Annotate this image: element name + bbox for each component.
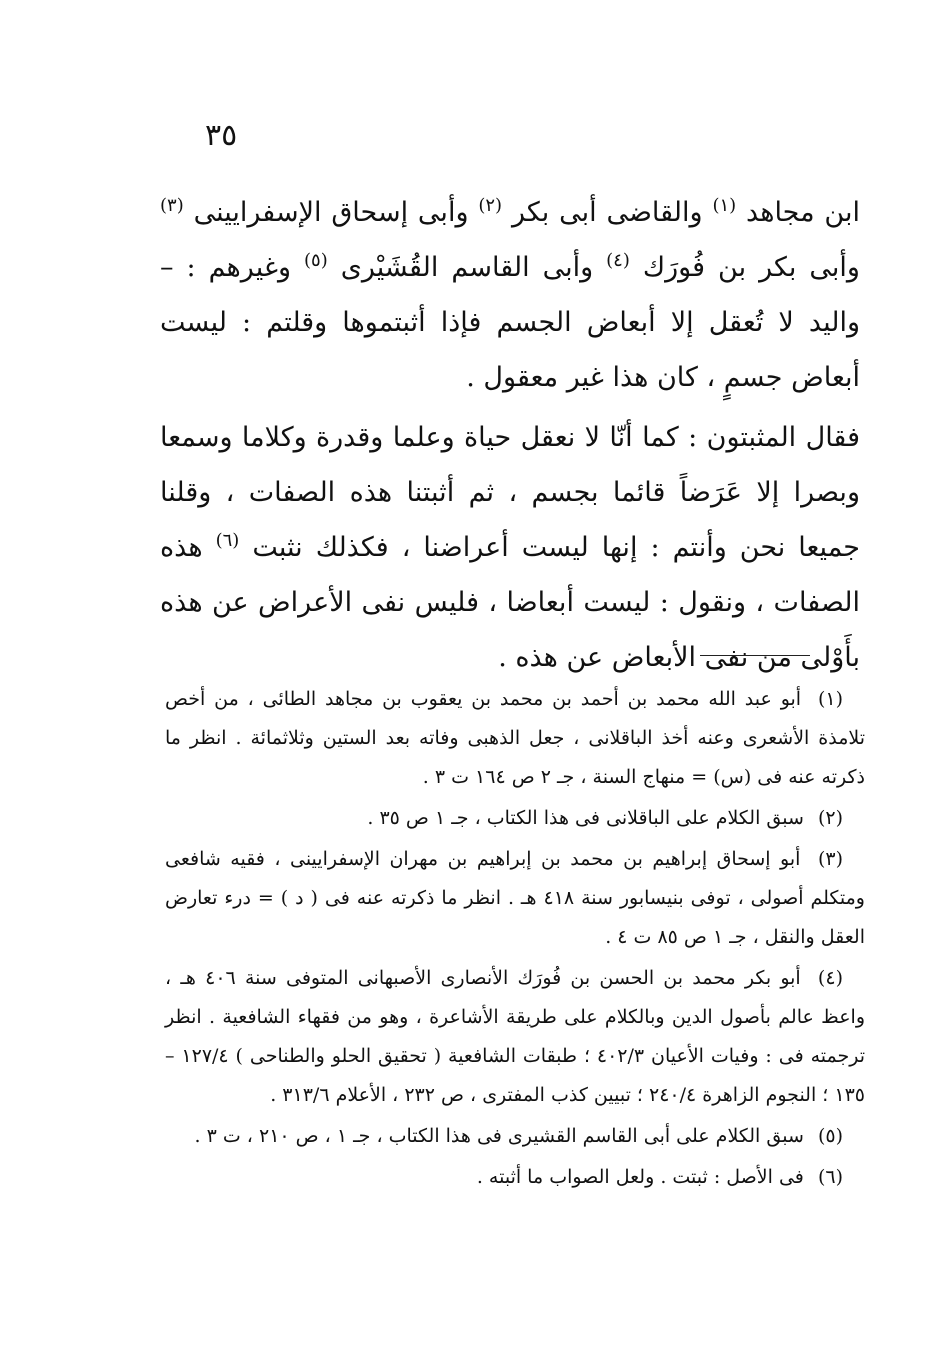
footnote-3 <box>165 840 865 957</box>
main-paragraph-2 <box>160 410 860 685</box>
footnote-number: (٣) <box>817 848 843 870</box>
text-run: وأبى القاسم القُشَيْرى <box>340 252 594 283</box>
text-run: وأبى إسحاق الإسفرايينى <box>193 197 469 228</box>
footnote-2 <box>165 799 865 838</box>
footnote-number: (٤) <box>817 967 843 989</box>
main-paragraph-1 <box>160 185 860 405</box>
text-run: والقاضى أبى بكر <box>511 197 703 228</box>
footnote-number: (٥) <box>817 1125 843 1147</box>
text-run: وأبى بكر بن فُورَك <box>642 252 860 283</box>
footnote-number: (٢) <box>817 807 843 829</box>
footnote-ref-4[interactable]: (٤) <box>606 250 630 271</box>
footnote-ref-1[interactable]: (١) <box>712 195 737 216</box>
footnote-ref-6[interactable]: (٦) <box>215 530 240 551</box>
footnote-text: أبو إسحاق إبراهيم بن محمد بن إبراهيم بن مهران الإسفرايينى ، فقيه شافعى ومتكلم أصولى ، توفى بنيسابور سنة ٤١٨ هـ . انظر ما ذكرته عنه فى ( د ) = درء تعارض العقل والنقل ، جـ ١ ص ٨٥ ت ٤ . <box>165 848 865 948</box>
footnote-number: (١) <box>817 688 844 710</box>
text-run: ابن مجاهد <box>746 197 860 228</box>
footnote-1 <box>165 680 865 797</box>
footnote-ref-2[interactable]: (٢) <box>478 195 503 216</box>
footnote-separator <box>700 655 810 656</box>
footnotes-section <box>165 680 865 1197</box>
text-run: هذه الصفات ، ونقول : ليست أبعاضا ، فليس نفى الأعراض عن هذه بأَوْلى من نفى الأبعاض عن هذه . <box>160 532 860 673</box>
footnote-ref-3[interactable]: (٣) <box>160 195 184 216</box>
footnote-text: أبو بكر محمد بن الحسن بن فُورَك الأنصارى الأصبهانى المتوفى سنة ٤٠٦ هـ ، واعظ عالم بأصول الدين وبالكلام على طريقة الأشاعرة ، وهو من فقهاء الشافعية . انظر ترجمته فى : وفيات الأعيان ٤٠٢/٣ ؛ طبقات الشافعية ( تحقيق الحلو والطناحى ) ١٢٧/٤ – ١٣٥ ؛ النجوم الزاهرة ٢٤٠/٤ ؛ تبيين كذب المفترى ، ص ٢٣٢ ، الأعلام ٣١٣/٦ . <box>165 967 865 1106</box>
footnote-text: سبق الكلام على الباقلانى فى هذا الكتاب ، جـ ١ ص ٣٥ . <box>367 807 804 829</box>
footnote-text: فى الأصل : ثبتت . ولعل الصواب ما أثبته . <box>476 1166 804 1188</box>
text-run: فقال المثبتون : كما أنّا لا نعقل حياة وعلما وقدرة وكلاما وسمعا وبصرا إلا عَرَضاً قائما بجسم ، ثم أثبتنا هذه الصفات ، وقلنا جميعا نحن وأنتم : إنها ليست أعراضنا ، فكذلك نثبت <box>160 422 860 563</box>
text-run: وغيرهم : – واليد لا تُعقل إلا أبعاض الجسم فإذا أثبتموها وقلتم : ليست أبعاض جسمٍ ، كان هذا غير معقول . <box>160 252 860 393</box>
footnote-6 <box>165 1158 865 1197</box>
footnote-5 <box>165 1117 865 1156</box>
footnote-4 <box>165 959 865 1115</box>
page-number: ٣٥ <box>205 118 238 153</box>
footnote-ref-5[interactable]: (٥) <box>304 250 328 271</box>
footnote-number: (٦) <box>817 1166 843 1188</box>
footnote-text: أبو عبد الله محمد بن أحمد بن محمد بن يعقوب بن مجاهد الطائى ، من أخص تلامذة الأشعرى وعنه أخذ الباقلانى ، جعل الذهبى وفاته بعد الستين وثلاثمائة . انظر ما ذكرته عنه فى (س) = منهاج السنة ، جـ ٢ ص ١٦٤ ت ٣ . <box>165 688 865 788</box>
footnote-text: سبق الكلام على أبى القاسم القشيرى فى هذا الكتاب ، جـ ١ ، ص ٢١٠ ، ت ٣ . <box>194 1125 804 1147</box>
